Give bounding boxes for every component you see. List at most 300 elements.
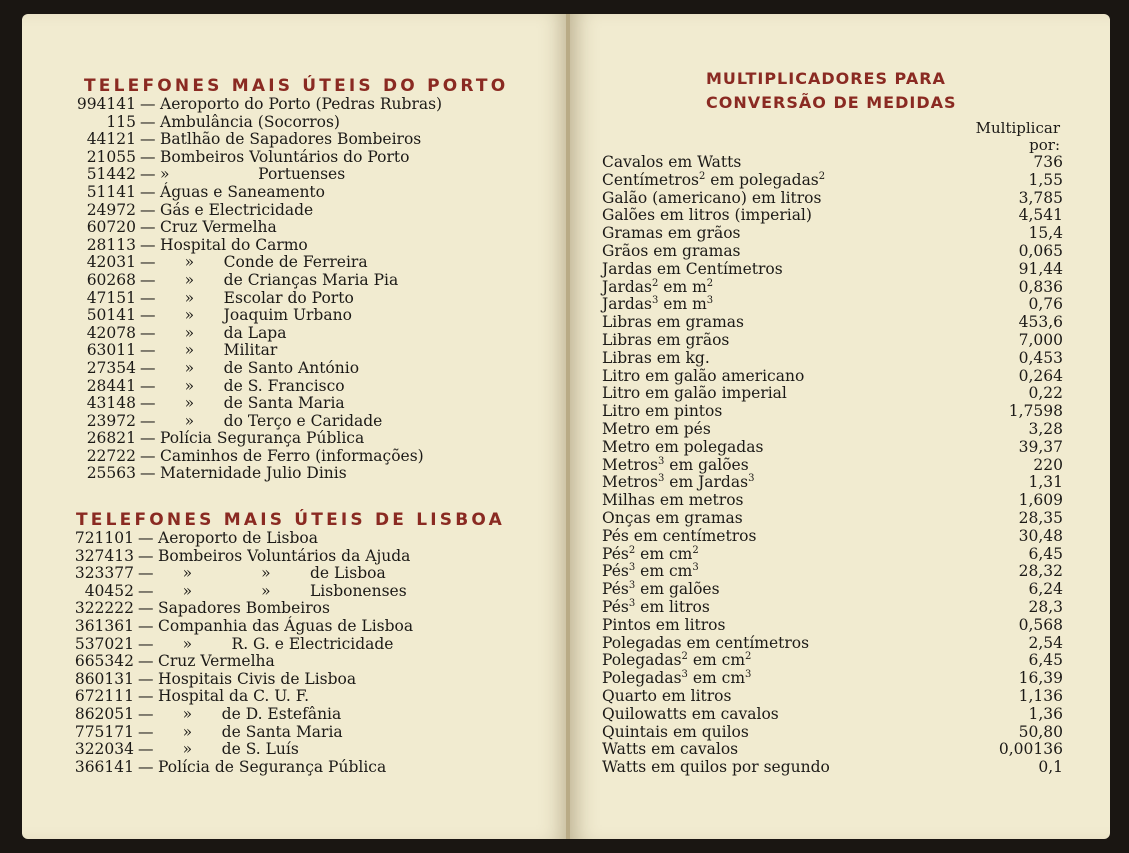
entry-dash: — xyxy=(138,581,154,600)
conversion-to: em galões xyxy=(635,580,720,599)
conversion-from: Grãos em gramas xyxy=(602,241,741,260)
multiplier-value: 1,7598 xyxy=(1008,402,1063,421)
phone-number: 672111 xyxy=(74,687,134,706)
phone-entry xyxy=(22,413,568,431)
multiply-by-label xyxy=(976,120,1060,154)
phone-number: 23972 xyxy=(86,411,136,430)
exponent: 2 xyxy=(628,544,636,556)
phone-number: 323377 xyxy=(74,564,134,583)
multiplier-value: 6,45 xyxy=(1028,544,1063,563)
conversion-name xyxy=(602,474,754,492)
conversion-row xyxy=(602,599,1063,617)
conversion-row xyxy=(602,546,1063,564)
phone-number: 322034 xyxy=(74,740,134,759)
exponent: 2 xyxy=(681,651,688,663)
multiplier-value: 39,37 xyxy=(1018,437,1063,456)
conversion-row xyxy=(602,243,1063,261)
phone-label: Hospital da C. U. F. xyxy=(158,687,310,706)
phone-label: Hospitais Civis de Lisboa xyxy=(158,669,357,688)
conversion-row xyxy=(602,474,1063,492)
phone-number: 21055 xyxy=(86,147,136,166)
phone-entry xyxy=(22,184,568,202)
conversion-name xyxy=(602,652,751,670)
conversion-from: Litro em pintos xyxy=(602,402,723,421)
conversion-from: Galões em litros (imperial) xyxy=(602,206,812,225)
phone-label: » Joaquim Urbano xyxy=(160,306,352,325)
entry-dash: — xyxy=(140,218,156,237)
entry-dash: — xyxy=(140,130,156,149)
multiply-label-line1: Multiplicar xyxy=(975,119,1060,137)
conversion-name xyxy=(602,581,720,599)
conversion-row xyxy=(602,190,1063,208)
phone-label: Cruz Vermelha xyxy=(158,652,275,671)
phone-label: » de S. Francisco xyxy=(160,376,345,395)
conversion-name xyxy=(602,279,713,297)
multiplier-value: 2,54 xyxy=(1028,633,1063,652)
phone-entry xyxy=(22,131,568,149)
multiplier-value: 30,48 xyxy=(1018,526,1063,545)
conversion-from: Pés em centímetros xyxy=(602,526,757,545)
multiplier-value: 0,00136 xyxy=(998,740,1063,759)
multiplier-value: 736 xyxy=(1033,153,1063,171)
conversion-name xyxy=(602,207,812,225)
entry-dash: — xyxy=(140,165,156,184)
phone-number: 994141 xyxy=(76,95,136,113)
conversion-heading-line1: MULTIPLICADORES PARA xyxy=(706,69,946,88)
entry-dash: — xyxy=(138,652,154,671)
conversion-from: Jardas em Centímetros xyxy=(602,259,783,278)
conversion-name xyxy=(602,599,710,617)
phone-entry xyxy=(22,565,568,583)
book-spread xyxy=(22,14,1110,839)
conversion-from: Pés xyxy=(602,580,629,599)
multiplier-value: 6,45 xyxy=(1028,651,1063,670)
conversion-from: Watts em quilos por segundo xyxy=(602,758,830,777)
conversion-row xyxy=(602,261,1063,279)
multiplier-value: 1,36 xyxy=(1028,704,1063,723)
phone-number: 44121 xyxy=(86,130,136,149)
phone-label: Polícia de Segurança Pública xyxy=(158,757,387,776)
conversion-row xyxy=(602,741,1063,759)
entry-dash: — xyxy=(140,464,156,483)
exponent: 3 xyxy=(628,562,636,574)
entry-dash: — xyxy=(140,182,156,201)
entry-dash: — xyxy=(138,722,154,741)
phone-number: 60720 xyxy=(86,218,136,237)
conversion-row xyxy=(602,724,1063,742)
phone-label: Gás e Electricidade xyxy=(160,200,314,219)
conversion-name xyxy=(602,190,821,208)
phone-entry xyxy=(22,671,568,689)
entry-dash: — xyxy=(138,757,154,776)
conversion-from: Metros xyxy=(602,455,658,474)
phone-label: » de S. Luís xyxy=(158,740,299,759)
phone-entry xyxy=(22,219,568,237)
entry-dash: — xyxy=(138,687,154,706)
conversion-name xyxy=(602,350,710,368)
conversion-name xyxy=(602,261,783,279)
phone-entry xyxy=(22,465,568,483)
conversion-row xyxy=(602,759,1063,777)
entry-dash: — xyxy=(140,446,156,465)
multiplier-value: 1,31 xyxy=(1028,473,1063,492)
phone-number: 28441 xyxy=(86,376,136,395)
conversion-row xyxy=(602,314,1063,332)
conversion-name xyxy=(602,528,756,546)
conversion-row xyxy=(602,207,1063,225)
conversion-row xyxy=(602,172,1063,190)
entry-dash: — xyxy=(138,704,154,723)
multiplier-value: 4,541 xyxy=(1018,206,1063,225)
entry-dash: — xyxy=(140,429,156,448)
phone-entry xyxy=(22,618,568,636)
conversion-name xyxy=(602,706,779,724)
multiplier-value: 15,4 xyxy=(1028,224,1063,243)
exponent: 3 xyxy=(681,669,688,681)
phone-label: » » Lisbonenses xyxy=(158,581,407,600)
conversion-row xyxy=(602,581,1063,599)
phone-number: 22722 xyxy=(86,446,136,465)
phone-number: 860131 xyxy=(74,669,134,688)
multiplier-value: 0,568 xyxy=(1018,615,1063,634)
conversion-to: em galões xyxy=(664,455,749,474)
conversion-row xyxy=(602,350,1063,368)
conversion-to: em m xyxy=(658,277,707,296)
phone-entry xyxy=(22,96,568,114)
phone-number: 24972 xyxy=(86,200,136,219)
exponent: 2 xyxy=(699,170,706,182)
phone-number: 537021 xyxy=(74,634,134,653)
phone-label: Sapadores Bombeiros xyxy=(158,599,330,618)
phone-number: 327413 xyxy=(74,546,134,565)
multiplier-value: 1,55 xyxy=(1028,170,1063,189)
phone-entry xyxy=(22,430,568,448)
entry-dash: — xyxy=(140,411,156,430)
conversion-from: Quilowatts em cavalos xyxy=(602,704,779,723)
phone-label: Maternidade Julio Dinis xyxy=(160,464,347,483)
conversion-heading-line2: CONVERSÃO DE MEDIDAS xyxy=(706,93,957,112)
multiplier-value: 28,3 xyxy=(1028,597,1063,616)
phone-label: » da Lapa xyxy=(160,323,287,342)
phone-label: Aeroporto do Porto (Pedras Rubras) xyxy=(160,95,443,113)
phone-number: 26821 xyxy=(86,429,136,448)
phone-label: » de Santa Maria xyxy=(160,394,345,413)
conversion-row xyxy=(602,421,1063,439)
entry-dash: — xyxy=(138,529,154,547)
phone-entry xyxy=(22,448,568,466)
entry-dash: — xyxy=(140,270,156,289)
conversion-row xyxy=(602,154,1063,172)
conversion-from: Libras em kg. xyxy=(602,348,710,367)
conversion-from: Libras em grãos xyxy=(602,330,730,349)
conversion-from: Metro em polegadas xyxy=(602,437,764,456)
entry-dash: — xyxy=(140,235,156,254)
phone-label: Caminhos de Ferro (informações) xyxy=(160,446,424,465)
exponent: 2 xyxy=(692,544,699,556)
porto-heading: TELEFONES MAIS ÚTEIS DO PORTO xyxy=(84,76,509,96)
phone-entry xyxy=(22,688,568,706)
conversion-name xyxy=(602,314,744,332)
exponent: 3 xyxy=(657,473,665,485)
entry-dash: — xyxy=(140,112,156,131)
phone-number: 63011 xyxy=(86,341,136,360)
multiplier-value: 91,44 xyxy=(1018,259,1063,278)
conversion-name xyxy=(602,617,725,635)
entry-dash: — xyxy=(140,147,156,166)
conversion-from: Metros xyxy=(602,473,658,492)
conversion-to: em cm xyxy=(635,544,693,563)
conversion-row xyxy=(602,368,1063,386)
conversion-row xyxy=(602,652,1063,670)
multiplier-value: 50,80 xyxy=(1018,722,1063,741)
conversion-row xyxy=(602,296,1063,314)
lisboa-heading: TELEFONES MAIS ÚTEIS DE LISBOA xyxy=(76,510,505,530)
entry-dash: — xyxy=(140,95,156,113)
conversion-from: Polegadas xyxy=(602,669,682,688)
conversion-to: em cm xyxy=(687,669,746,688)
entry-dash: — xyxy=(138,546,154,565)
entry-dash: — xyxy=(140,306,156,325)
entry-dash: — xyxy=(140,376,156,395)
phone-number: 361361 xyxy=(74,616,134,635)
phone-number: 51141 xyxy=(86,182,136,201)
phone-label: Companhia das Águas de Lisboa xyxy=(158,616,414,635)
phone-label: » R. G. e Electricidade xyxy=(158,634,394,653)
conversion-row xyxy=(602,635,1063,653)
conversion-from: Jardas xyxy=(602,295,652,314)
conversion-table xyxy=(602,154,1063,777)
phone-entry xyxy=(22,583,568,601)
conversion-row xyxy=(602,617,1063,635)
conversion-to: em cm xyxy=(687,651,746,670)
conversion-name xyxy=(602,296,713,314)
conversion-row xyxy=(602,385,1063,403)
conversion-row xyxy=(602,688,1063,706)
multiplier-value: 3,785 xyxy=(1018,188,1063,207)
phone-number: 42031 xyxy=(86,253,136,272)
conversion-name xyxy=(602,546,699,564)
conversion-from: Pintos em litros xyxy=(602,615,726,634)
phone-entry xyxy=(22,290,568,308)
exponent: 3 xyxy=(706,295,714,307)
conversion-from: Litro em galão americano xyxy=(602,366,805,385)
phone-label: Polícia Segurança Pública xyxy=(160,429,365,448)
phone-entry xyxy=(22,342,568,360)
conversion-name xyxy=(602,368,804,386)
conversion-row xyxy=(602,492,1063,510)
conversion-row xyxy=(602,332,1063,350)
lisboa-phone-list xyxy=(22,530,568,776)
multiplier-value: 453,6 xyxy=(1018,313,1063,332)
multiplier-value: 0,1 xyxy=(1038,758,1063,777)
phone-label: » Escolar do Porto xyxy=(160,288,354,307)
multiply-label-line2: por: xyxy=(1029,136,1060,154)
conversion-to: em m xyxy=(658,295,707,314)
phone-label: » de Crianças Maria Pia xyxy=(160,270,399,289)
conversion-name xyxy=(602,457,749,475)
phone-label: » » de Lisboa xyxy=(158,564,386,583)
entry-dash: — xyxy=(140,358,156,377)
phone-entry xyxy=(22,724,568,742)
phone-label: » Portuenses xyxy=(160,165,346,184)
exponent: 3 xyxy=(628,580,636,592)
conversion-from: Milhas em metros xyxy=(602,491,744,510)
entry-dash: — xyxy=(138,564,154,583)
conversion-name xyxy=(602,421,711,439)
conversion-row xyxy=(602,670,1063,688)
conversion-from: Gramas em grãos xyxy=(602,224,741,243)
multiplier-value: 0,453 xyxy=(1018,348,1063,367)
multiplier-value: 7,000 xyxy=(1018,330,1063,349)
conversion-from: Quintais em quilos xyxy=(602,722,749,741)
entry-dash: — xyxy=(140,200,156,219)
conversion-name xyxy=(602,385,787,403)
phone-number: 862051 xyxy=(74,704,134,723)
phone-entry xyxy=(22,202,568,220)
conversion-name xyxy=(602,759,830,777)
conversion-row xyxy=(602,706,1063,724)
conversion-from: Polegadas xyxy=(602,651,682,670)
phone-label: » Conde de Ferreira xyxy=(160,253,368,272)
conversion-to: em polegadas xyxy=(705,170,819,189)
phone-number: 25563 xyxy=(86,464,136,483)
phone-number: 60268 xyxy=(86,270,136,289)
conversion-row xyxy=(602,563,1063,581)
phone-entry xyxy=(22,653,568,671)
left-page xyxy=(22,14,568,839)
porto-phone-list xyxy=(22,96,568,483)
phone-entry xyxy=(22,600,568,618)
phone-label: Ambulância (Socorros) xyxy=(160,112,340,131)
entry-dash: — xyxy=(138,616,154,635)
exponent: 3 xyxy=(692,562,699,574)
phone-label: Bombeiros Voluntários do Porto xyxy=(160,147,410,166)
multiplier-value: 0,76 xyxy=(1028,295,1063,314)
multiplier-value: 0,22 xyxy=(1028,384,1063,403)
conversion-name xyxy=(602,724,749,742)
conversion-row xyxy=(602,528,1063,546)
conversion-name xyxy=(602,688,731,706)
phone-entry xyxy=(22,114,568,132)
phone-entry xyxy=(22,706,568,724)
phone-entry xyxy=(22,530,568,548)
phone-entry xyxy=(22,307,568,325)
phone-entry xyxy=(22,166,568,184)
phone-number: 665342 xyxy=(74,652,134,671)
conversion-name xyxy=(602,225,741,243)
entry-dash: — xyxy=(138,634,154,653)
conversion-name xyxy=(602,403,722,421)
phone-number: 366141 xyxy=(74,757,134,776)
conversion-from: Jardas xyxy=(602,277,652,296)
conversion-name xyxy=(602,741,738,759)
exponent: 3 xyxy=(651,295,659,307)
phone-label: » de D. Estefânia xyxy=(158,704,342,723)
exponent: 2 xyxy=(706,277,714,289)
phone-number: 43148 xyxy=(86,394,136,413)
conversion-from: Pés xyxy=(602,597,629,616)
entry-dash: — xyxy=(138,599,154,618)
conversion-name xyxy=(602,243,741,261)
conversion-to: em Jardas xyxy=(664,473,749,492)
exponent: 2 xyxy=(651,277,659,289)
multiplier-value: 3,28 xyxy=(1028,419,1063,438)
phone-label: Aeroporto de Lisboa xyxy=(158,529,318,547)
exponent: 3 xyxy=(657,455,665,467)
phone-label: Batlhão de Sapadores Bombeiros xyxy=(160,130,422,149)
conversion-name xyxy=(602,332,729,350)
phone-entry xyxy=(22,360,568,378)
conversion-name xyxy=(602,439,763,457)
entry-dash: — xyxy=(140,341,156,360)
phone-entry xyxy=(22,149,568,167)
conversion-from: Pés xyxy=(602,544,629,563)
multiplier-value: 0,065 xyxy=(1018,241,1063,260)
multiplier-value: 28,35 xyxy=(1018,508,1063,527)
entry-dash: — xyxy=(140,394,156,413)
exponent: 3 xyxy=(748,473,755,485)
right-page xyxy=(570,14,1110,839)
phone-label: Cruz Vermelha xyxy=(160,218,277,237)
phone-number: 40452 xyxy=(84,581,134,600)
phone-label: » do Terço e Caridade xyxy=(160,411,383,430)
phone-number: 775171 xyxy=(74,722,134,741)
conversion-from: Watts em cavalos xyxy=(602,740,739,759)
conversion-to: em cm xyxy=(635,562,693,581)
conversion-from: Polegadas em centímetros xyxy=(602,633,810,652)
phone-entry xyxy=(22,741,568,759)
conversion-name xyxy=(602,510,743,528)
conversion-from: Pés xyxy=(602,562,629,581)
phone-number: 721101 xyxy=(74,529,134,547)
conversion-row xyxy=(602,403,1063,421)
phone-label: Águas e Saneamento xyxy=(160,182,325,201)
phone-label: » de Santa Maria xyxy=(158,722,343,741)
phone-number: 115 xyxy=(106,112,136,131)
conversion-from: Libras em gramas xyxy=(602,313,744,332)
phone-number: 47151 xyxy=(86,288,136,307)
entry-dash: — xyxy=(138,740,154,759)
conversion-from: Cavalos em Watts xyxy=(602,153,742,171)
phone-label: Bombeiros Voluntários da Ajuda xyxy=(158,546,411,565)
phone-number: 28113 xyxy=(86,235,136,254)
phone-entry xyxy=(22,325,568,343)
conversion-row xyxy=(602,457,1063,475)
phone-label: » Militar xyxy=(160,341,278,360)
phone-entry xyxy=(22,237,568,255)
conversion-name xyxy=(602,492,743,510)
conversion-row xyxy=(602,279,1063,297)
exponent: 3 xyxy=(745,669,752,681)
phone-entry xyxy=(22,548,568,566)
phone-number: 27354 xyxy=(86,358,136,377)
conversion-row xyxy=(602,510,1063,528)
conversion-from: Centímetros xyxy=(602,170,699,189)
phone-number: 42078 xyxy=(86,323,136,342)
multiplier-value: 6,24 xyxy=(1028,580,1063,599)
phone-label: » de Santo António xyxy=(160,358,360,377)
conversion-name xyxy=(602,172,825,190)
exponent: 2 xyxy=(818,170,826,182)
phone-entry xyxy=(22,378,568,396)
entry-dash: — xyxy=(140,288,156,307)
multiplier-value: 220 xyxy=(1033,455,1063,474)
multiplier-value: 1,609 xyxy=(1018,491,1063,510)
phone-entry xyxy=(22,759,568,777)
conversion-name xyxy=(602,154,741,172)
conversion-row xyxy=(602,225,1063,243)
conversion-name xyxy=(602,670,751,688)
